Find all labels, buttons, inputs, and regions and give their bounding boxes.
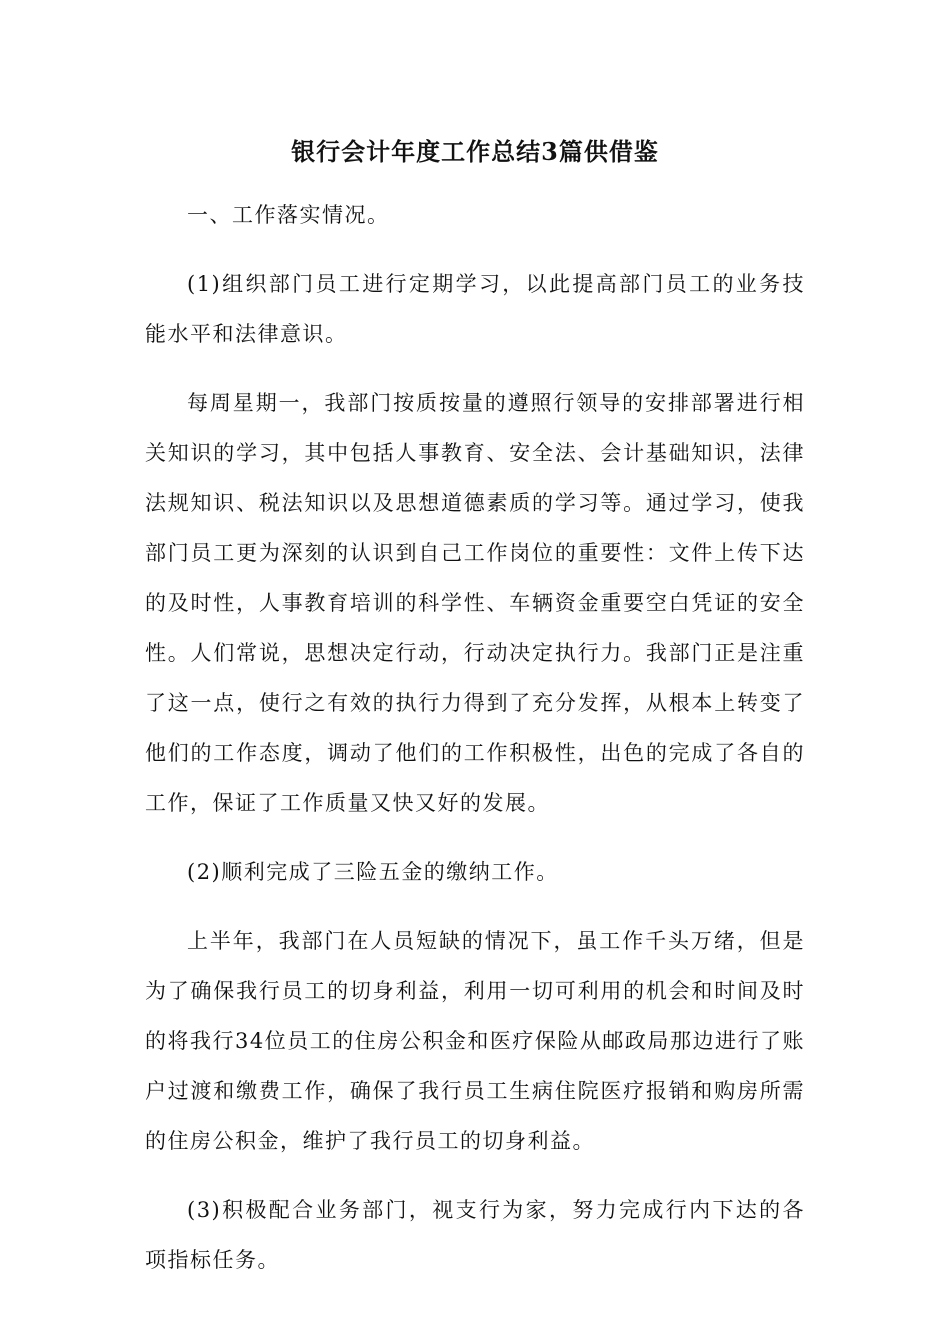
section-heading: 一、工作落实情况。: [187, 203, 390, 227]
paragraph-item-1: (1)组织部门员工进行定期学习，以此提高部门员工的业务技能水平和法律意识。: [145, 272, 805, 346]
paragraph-item-3: (3)积极配合业务部门，视支行为家，努力完成行内下达的各项指标任务。: [145, 1198, 805, 1272]
paragraph-body-1: 每周星期一，我部门按质按量的遵照行领导的安排部署进行相关知识的学习，其中包括人事教育、安全法、会计基础知识，法律法规知识、税法知识以及思想道德素质的学习等。通过学习，使我部门员工更为深刻的认识到自己工作岗位的重要性：文件上传下达的及时性，人事教育培训的科学性、车辆资金重要空白凭证的安全性。人们常说，思想决定行动，行动决定执行力。我部门正是注重了这一点，使行之有效的执行力得到了充分发挥，从根本上转变了他们的工作态度，调动了他们的工作积极性，出色的完成了各自的工作，保证了工作质量又快又好的发展。: [145, 391, 805, 815]
paragraph-item-2: (2)顺利完成了三险五金的缴纳工作。: [187, 860, 559, 884]
document-body: [145, 190, 805, 1304]
paragraph-body-2: 上半年，我部门在人员短缺的情况下，虽工作千头万绪，但是为了确保我行员工的切身利益，利用一切可利用的机会和时间及时的将我行34位员工的住房公积金和医疗保险从邮政局那边进行了账户过渡和缴费工作，确保了我行员工生病住院医疗报销和购房所需的住房公积金，维护了我行员工的切身利益。: [145, 929, 805, 1153]
document-title: 银行会计年度工作总结3篇供借鉴: [291, 137, 659, 166]
